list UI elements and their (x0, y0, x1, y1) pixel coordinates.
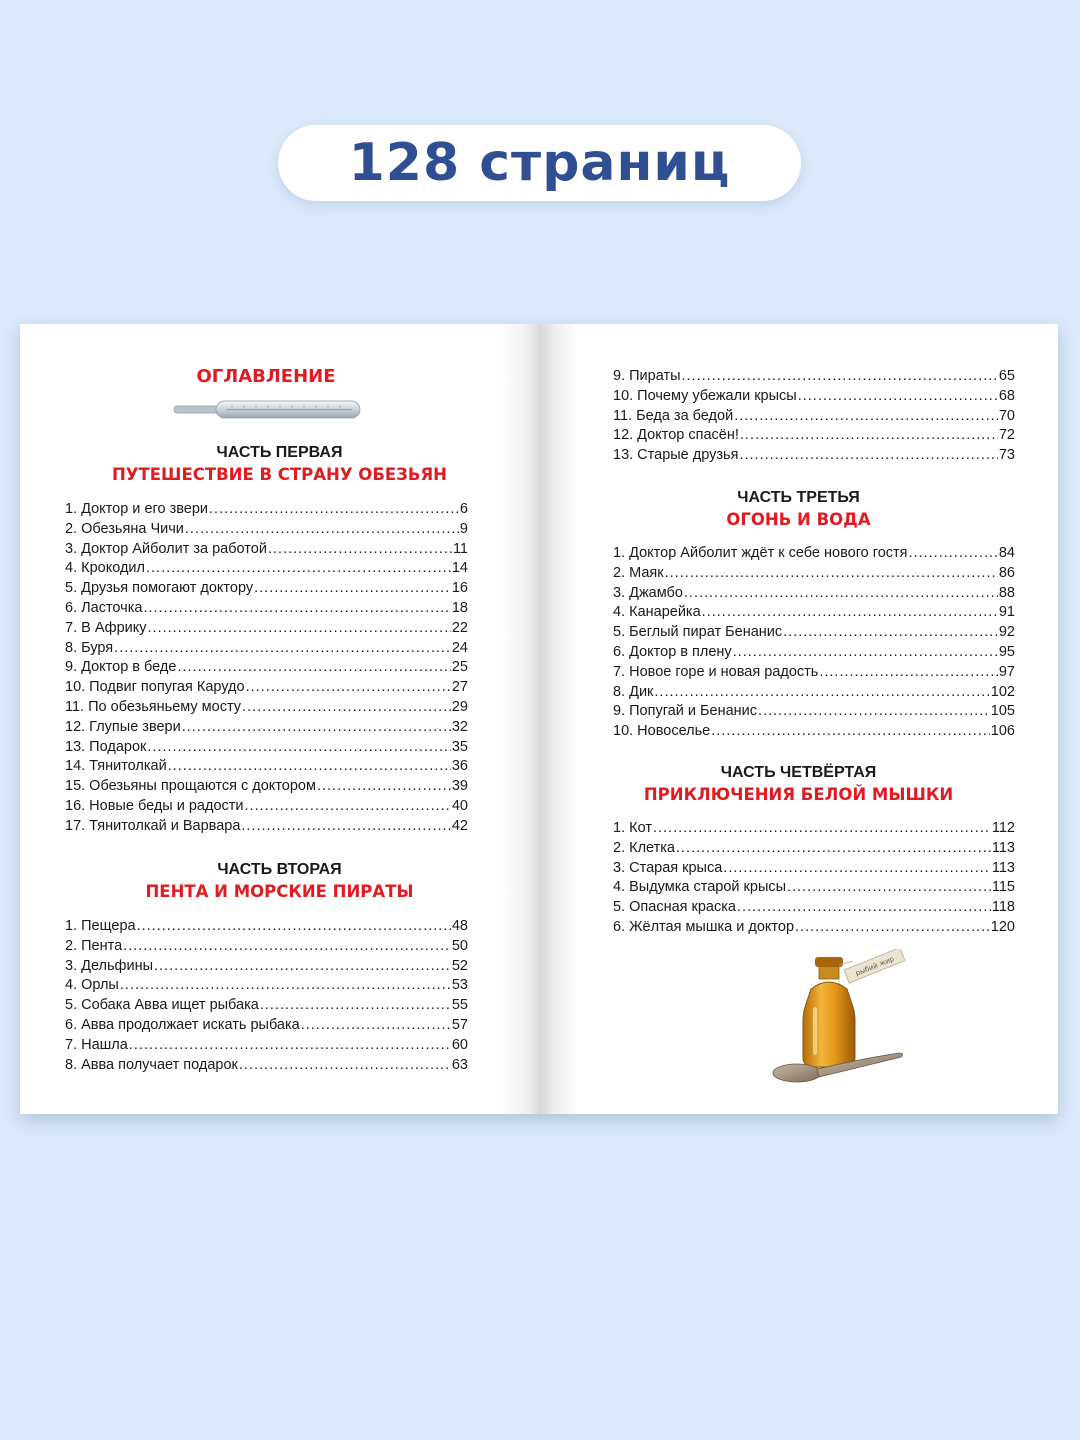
toc-dot-leader (734, 407, 998, 427)
toc-entry (613, 663, 1015, 683)
part-3-label: ЧАСТЬ ТРЕТЬЯ (737, 489, 860, 506)
toc-entry (65, 1036, 468, 1056)
toc-dot-leader (268, 540, 452, 560)
toc-entry-title: 9. Доктор в беде (65, 659, 177, 676)
toc-entry-page: 16 (451, 580, 468, 597)
toc-entry-title: 10. Почему убежали крысы (613, 387, 797, 404)
toc-entry-page: 55 (451, 997, 468, 1014)
toc-title: ОГЛАВЛЕНИЕ (196, 366, 336, 387)
toc-entry-title: 11. Беда за бедой (613, 407, 734, 424)
toc-entry-title: 17. Тянитолкай и Варвара (65, 817, 241, 834)
toc-dot-leader (137, 917, 451, 937)
toc-entry-title: 3. Дельфины (65, 957, 153, 974)
toc-dot-leader (246, 678, 451, 698)
toc-dot-leader (739, 446, 997, 466)
toc-entry (65, 520, 468, 540)
toc-entry-title: 4. Канарейка (613, 604, 701, 621)
part-2-label: ЧАСТЬ ВТОРАЯ (217, 861, 342, 878)
toc-entry (65, 559, 468, 579)
toc-entry-page: 63 (451, 1056, 468, 1073)
part-3-name: ОГОНЬ И ВОДА (726, 510, 871, 529)
page-count-text: 128 страниц (348, 133, 731, 193)
toc-entry-page: 57 (451, 1016, 468, 1033)
toc-entry-page: 112 (991, 820, 1015, 836)
toc-entry (65, 777, 468, 797)
toc-dot-leader (819, 663, 998, 683)
thermometer-illustration (172, 398, 362, 422)
toc-entry-title: 15. Обезьяны прощаются с доктором (65, 778, 316, 795)
part-2-chapter-list-continued (613, 367, 1015, 466)
part-1-chapter-list (65, 500, 468, 837)
toc-entry (65, 996, 468, 1016)
toc-entry (613, 544, 1015, 564)
toc-entry (613, 426, 1015, 446)
toc-entry-page: 11 (452, 540, 468, 557)
toc-entry-title: 6. Жёлтая мышка и доктор (613, 918, 795, 935)
toc-dot-leader (146, 559, 451, 579)
toc-entry (65, 738, 468, 758)
part-2-heading (20, 861, 539, 901)
toc-dot-leader (798, 387, 998, 407)
toc-dot-leader (654, 683, 989, 703)
toc-entry-page: 120 (990, 918, 1015, 935)
part-4-name: ПРИКЛЮЧЕНИЯ БЕЛОЙ МЫШКИ (643, 785, 954, 804)
toc-dot-leader (239, 1056, 451, 1076)
toc-entry-page: 102 (990, 683, 1015, 700)
toc-entry-page: 106 (990, 723, 1015, 740)
toc-entry (65, 957, 468, 977)
toc-entry (65, 599, 468, 619)
toc-entry (613, 584, 1015, 604)
toc-entry-title: 10. Новоселье (613, 723, 711, 740)
toc-entry (613, 722, 1015, 742)
toc-entry-title: 9. Пираты (613, 368, 681, 384)
toc-entry-title: 1. Доктор Айболит ждёт к себе нового гостя (613, 545, 908, 561)
toc-entry (65, 639, 468, 659)
toc-entry (65, 658, 468, 678)
toc-dot-leader (123, 937, 451, 957)
toc-entry (65, 1016, 468, 1036)
toc-entry-page: 35 (451, 738, 468, 755)
toc-entry-page: 32 (451, 718, 468, 735)
toc-entry (613, 367, 1015, 387)
toc-dot-leader (711, 722, 990, 742)
toc-dot-leader (154, 957, 451, 977)
toc-entry (613, 407, 1015, 427)
toc-dot-leader (185, 520, 459, 540)
toc-entry (65, 1056, 468, 1076)
toc-dot-leader (758, 702, 990, 722)
part-1-heading (20, 444, 539, 484)
toc-entry-title: 1. Доктор и его звери (65, 501, 208, 517)
toc-entry-page: 97 (998, 663, 1015, 680)
toc-entry (613, 623, 1015, 643)
toc-dot-leader (209, 500, 459, 520)
toc-entry (65, 757, 468, 777)
toc-dot-leader (245, 797, 451, 817)
toc-entry-title: 10. Подвиг попугая Карудо (65, 679, 245, 696)
part-3-heading (539, 489, 1058, 529)
toc-entry-page: 36 (451, 758, 468, 775)
toc-entry-page: 84 (998, 545, 1015, 561)
toc-entry-page: 22 (451, 619, 468, 636)
toc-dot-leader (147, 738, 451, 758)
toc-entry-page: 25 (451, 659, 468, 676)
toc-entry (613, 839, 1015, 859)
toc-entry-title: 4. Орлы (65, 977, 119, 994)
toc-entry-title: 11. По обезьяньему мосту (65, 698, 242, 715)
toc-entry-page: 72 (998, 427, 1015, 444)
toc-dot-leader (733, 643, 998, 663)
toc-entry-title: 7. В Африку (65, 619, 147, 636)
toc-entry-page: 29 (451, 698, 468, 715)
toc-entry-page: 68 (998, 387, 1015, 404)
toc-entry-page: 88 (998, 584, 1015, 601)
toc-dot-leader (168, 757, 451, 777)
toc-entry-title: 6. Авва продолжает искать рыбака (65, 1016, 300, 1033)
toc-entry-title: 13. Старые друзья (613, 447, 739, 464)
toc-dot-leader (783, 623, 998, 643)
toc-dot-leader (241, 817, 450, 837)
toc-entry-title: 3. Старая крыса (613, 859, 723, 876)
toc-entry-title: 12. Доктор спасён! (613, 427, 739, 444)
part-4-label: ЧАСТЬ ЧЕТВЁРТАЯ (720, 764, 877, 781)
toc-entry-page: 113 (991, 859, 1015, 876)
toc-dot-leader (148, 619, 451, 639)
toc-entry-page: 86 (998, 564, 1015, 581)
toc-entry (65, 579, 468, 599)
toc-dot-leader (653, 819, 991, 839)
toc-entry (65, 718, 468, 738)
toc-entry (613, 603, 1015, 623)
toc-entry-page: 115 (991, 879, 1015, 896)
toc-entry-page: 105 (990, 703, 1015, 720)
toc-entry-page: 73 (998, 447, 1015, 464)
toc-dot-leader (177, 658, 450, 678)
right-page (539, 324, 1058, 1114)
toc-entry (613, 564, 1015, 584)
toc-dot-leader (723, 859, 991, 879)
toc-dot-leader (665, 564, 998, 584)
toc-entry (65, 500, 468, 520)
toc-entry-title: 9. Попугай и Бенанис (613, 703, 758, 720)
toc-entry-page: 6 (459, 501, 468, 517)
toc-entry-page: 48 (451, 918, 468, 934)
toc-entry-page: 42 (451, 817, 468, 834)
toc-entry-page: 24 (451, 639, 468, 656)
toc-dot-leader (114, 639, 451, 659)
left-page (20, 324, 539, 1114)
toc-entry (65, 976, 468, 996)
part-3-chapter-list (613, 544, 1015, 742)
toc-entry-title: 2. Клетка (613, 839, 675, 856)
toc-dot-leader (317, 777, 451, 797)
toc-entry-page: 95 (998, 643, 1015, 660)
part-4-chapter-list (613, 819, 1015, 938)
toc-entry-page: 14 (451, 560, 468, 577)
toc-dot-leader (120, 976, 451, 996)
toc-entry-title: 5. Опасная краска (613, 899, 736, 916)
toc-entry-page: 113 (991, 839, 1015, 856)
toc-entry-title: 2. Пента (65, 937, 123, 954)
toc-entry-title: 8. Авва получает подарок (65, 1056, 238, 1073)
toc-entry-page: 91 (998, 604, 1015, 621)
toc-entry (613, 918, 1015, 938)
toc-entry (613, 859, 1015, 879)
toc-entry-page: 50 (451, 937, 468, 954)
toc-entry-page: 27 (451, 679, 468, 696)
toc-entry (65, 540, 468, 560)
toc-entry (65, 698, 468, 718)
toc-dot-leader (143, 599, 450, 619)
toc-entry-page: 65 (998, 368, 1015, 384)
page-count-badge (278, 125, 801, 201)
toc-entry-title: 14. Тянитолкай (65, 758, 167, 775)
part-4-heading (539, 764, 1058, 804)
toc-entry-page: 9 (459, 520, 468, 537)
toc-entry-title: 7. Нашла (65, 1036, 128, 1053)
toc-entry (613, 683, 1015, 703)
toc-entry (65, 917, 468, 937)
toc-entry (65, 678, 468, 698)
toc-entry-title: 7. Новое горе и новая радость (613, 663, 819, 680)
toc-entry-title: 13. Подарок (65, 738, 147, 755)
open-book-spread (20, 324, 1058, 1114)
toc-dot-leader (909, 544, 998, 564)
toc-entry-title: 16. Новые беды и радости (65, 797, 244, 814)
toc-dot-leader (684, 584, 998, 604)
toc-entry (65, 937, 468, 957)
toc-entry (613, 387, 1015, 407)
part-2-name: ПЕНТА И МОРСКИЕ ПИРАТЫ (145, 882, 414, 901)
bottle-label-text: рыбий жир (854, 954, 896, 978)
toc-dot-leader (737, 898, 991, 918)
toc-entry-title: 5. Беглый пират Бенанис (613, 624, 783, 641)
toc-entry-page: 70 (998, 407, 1015, 424)
toc-dot-leader (182, 718, 451, 738)
toc-entry-title: 12. Глупые звери (65, 718, 181, 735)
toc-entry-title: 5. Собака Авва ищет рыбака (65, 997, 259, 1014)
toc-entry-title: 8. Дик (613, 683, 654, 700)
toc-entry-title: 1. Кот (613, 820, 652, 836)
toc-dot-leader (676, 839, 991, 859)
toc-entry (65, 797, 468, 817)
toc-entry-page: 53 (451, 977, 468, 994)
toc-entry-title: 5. Друзья помогают доктору (65, 580, 254, 597)
toc-entry-title: 6. Доктор в плену (613, 643, 732, 660)
toc-entry-page: 40 (451, 797, 468, 814)
part-2-chapter-list (65, 917, 468, 1075)
toc-entry-page: 60 (451, 1036, 468, 1053)
toc-entry-title: 3. Джамбо (613, 584, 683, 601)
toc-entry-title: 3. Доктор Айболит за работой (65, 540, 267, 557)
toc-dot-leader (260, 996, 451, 1016)
toc-entry (613, 819, 1015, 839)
toc-entry (613, 878, 1015, 898)
toc-entry-page: 39 (451, 778, 468, 795)
toc-entry (613, 643, 1015, 663)
toc-entry-page: 92 (998, 624, 1015, 641)
toc-entry-title: 6. Ласточка (65, 599, 143, 616)
toc-entry (613, 446, 1015, 466)
part-1-name: ПУТЕШЕСТВИЕ В СТРАНУ ОБЕЗЬЯН (112, 465, 447, 484)
medicine-bottle-and-spoon-illustration (761, 949, 921, 1089)
toc-entry (613, 898, 1015, 918)
toc-entry-page: 18 (451, 599, 468, 616)
toc-entry (65, 817, 468, 837)
toc-dot-leader (702, 603, 998, 623)
toc-dot-leader (129, 1036, 451, 1056)
toc-entry-title: 8. Буря (65, 639, 114, 656)
toc-dot-leader (787, 878, 991, 898)
toc-dot-leader (740, 426, 998, 446)
toc-entry (613, 702, 1015, 722)
toc-entry-page: 52 (451, 957, 468, 974)
toc-entry-page: 118 (991, 899, 1015, 916)
toc-dot-leader (254, 579, 451, 599)
part-1-label: ЧАСТЬ ПЕРВАЯ (216, 444, 343, 461)
toc-dot-leader (242, 698, 451, 718)
toc-entry (65, 619, 468, 639)
toc-entry-title: 1. Пещера (65, 918, 136, 934)
toc-dot-leader (301, 1016, 451, 1036)
toc-dot-leader (795, 918, 990, 938)
toc-entry-title: 2. Обезьяна Чичи (65, 520, 184, 537)
toc-entry-title: 4. Выдумка старой крысы (613, 879, 787, 896)
toc-entry-title: 4. Крокодил (65, 560, 145, 577)
toc-dot-leader (682, 367, 998, 387)
toc-entry-title: 2. Маяк (613, 564, 664, 581)
